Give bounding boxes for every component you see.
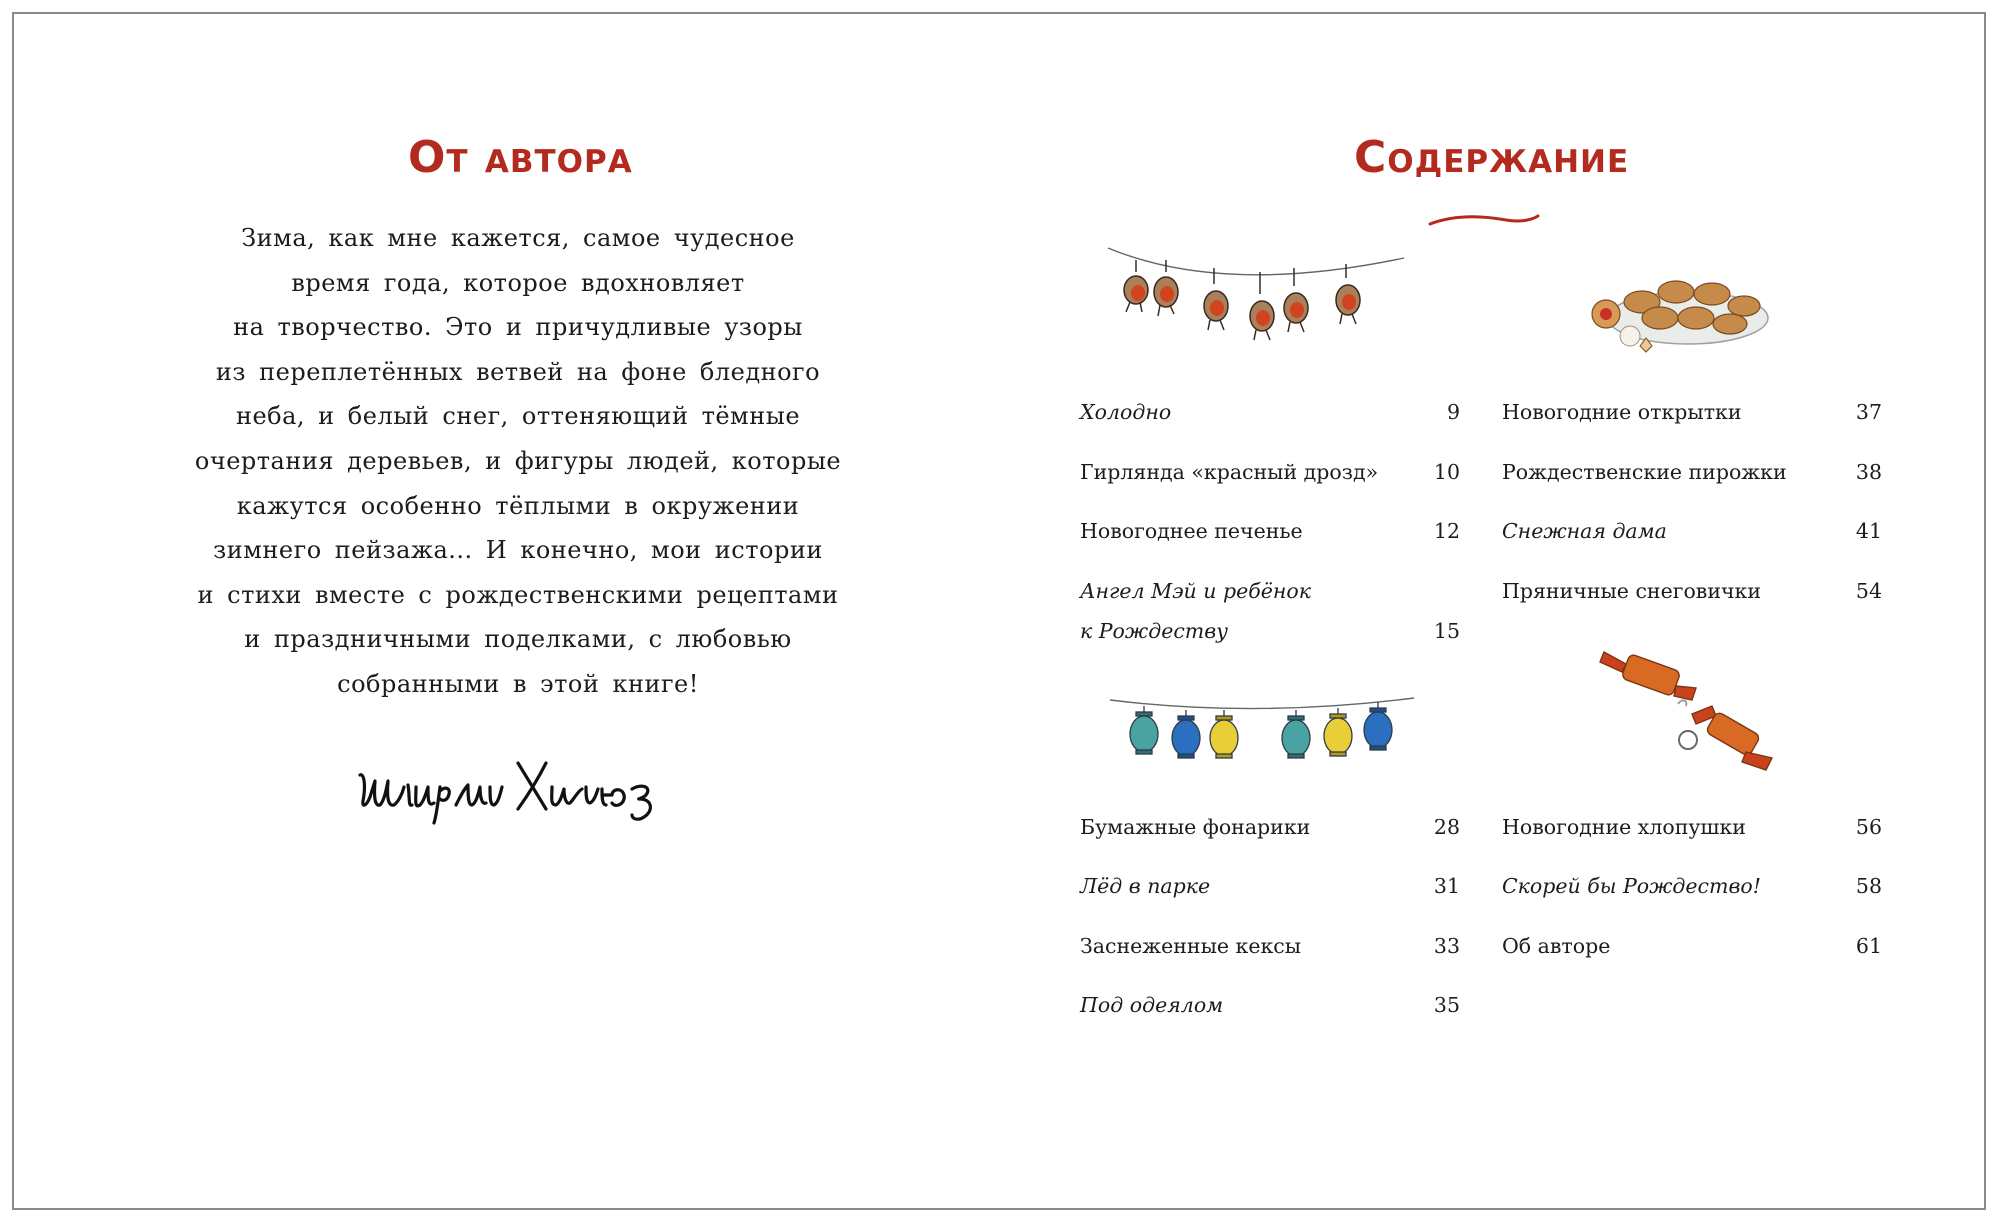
toc-entry[interactable] — [1080, 985, 1460, 1055]
toc-entry-page: 9 — [1446, 400, 1460, 424]
toc-entry-title: Новогодние хлопушки — [1502, 815, 1746, 839]
toc-entry-page: 54 — [1855, 579, 1882, 603]
toc-entry-page: 15 — [1433, 619, 1460, 643]
toc-entry[interactable] — [1502, 571, 1882, 641]
preface-line: и стихи вместе с рождественскими рецептами — [197, 580, 839, 609]
toc-entry-title: Холодно — [1080, 400, 1172, 424]
heading-flourish — [1428, 208, 1540, 230]
preface-line: собранными в этой книге! — [337, 669, 699, 698]
preface-line: и праздничными поделками, с любовью — [244, 625, 792, 654]
toc-entry-page: 38 — [1855, 460, 1882, 484]
toc-entry-title: Ангел Мэй и ребёнок — [1080, 579, 1311, 603]
toc-entry-page: 56 — [1855, 815, 1882, 839]
paper-lanterns-illustration — [1106, 688, 1418, 788]
toc-entry-title: Новогоднее печенье — [1080, 519, 1303, 543]
toc-entry-page: 12 — [1433, 519, 1460, 543]
toc-entry-title: Рождественские пирожки — [1502, 460, 1787, 484]
toc-entry[interactable] — [1080, 571, 1460, 661]
preface-line: Зима, как мне кажется, самое чудесное — [241, 224, 795, 252]
toc-entry-title: Заснеженные кексы — [1080, 934, 1302, 958]
preface-line: на творчество. Это и причудливые узоры — [233, 313, 803, 342]
toc-entry-page: 31 — [1433, 874, 1460, 898]
toc-entry-page: 35 — [1433, 993, 1460, 1017]
toc-entry-title: Новогодние открытки — [1502, 400, 1742, 424]
toc-entry-title: Об авторе — [1502, 934, 1611, 958]
preface-line: кажутся особенно тёплыми в окружении — [236, 491, 800, 520]
author-preface — [168, 216, 868, 707]
toc-entry-title-line2: к Рождеству — [1080, 619, 1229, 643]
mince-pies-illustration — [1584, 262, 1774, 358]
toc-entry-title: Скорей бы Рождество! — [1502, 874, 1761, 898]
toc-entry-title: Лёд в парке — [1080, 874, 1211, 898]
toc-entry-title: Бумажные фонарики — [1080, 815, 1311, 839]
toc-entry[interactable] — [1502, 926, 1882, 996]
author-heading: От автора — [408, 132, 633, 183]
toc-entry-page: 58 — [1855, 874, 1882, 898]
toc-entry-title: Под одеялом — [1080, 993, 1224, 1017]
preface-line: очертания деревьев, и фигуры людей, которые — [194, 446, 842, 475]
toc-entry-page: 33 — [1433, 934, 1460, 958]
christmas-crackers-illustration — [1596, 644, 1780, 780]
preface-line: зимнего пейзажа... И конечно, мои истории — [213, 536, 823, 565]
toc-entry-title: Пряничные снеговички — [1502, 579, 1762, 603]
toc-entry-page: 41 — [1855, 519, 1882, 543]
preface-line: время года, которое вдохновляет — [291, 268, 745, 297]
toc-entry-page: 61 — [1855, 934, 1882, 958]
preface-line: из переплетённых ветвей на фоне бледного — [215, 357, 821, 386]
toc-entry-page: 10 — [1433, 460, 1460, 484]
toc-entry-title: Снежная дама — [1502, 519, 1667, 543]
toc-entry-title: Гирлянда «красный дрозд» — [1080, 460, 1379, 484]
contents-heading: Содержание — [1354, 132, 1630, 183]
toc-entry-page: 37 — [1855, 400, 1882, 424]
preface-line: неба, и белый снег, оттеняющий тёмные — [235, 402, 801, 431]
author-signature — [350, 745, 690, 825]
toc-entry-page: 28 — [1433, 815, 1460, 839]
robin-garland-illustration — [1104, 236, 1416, 366]
